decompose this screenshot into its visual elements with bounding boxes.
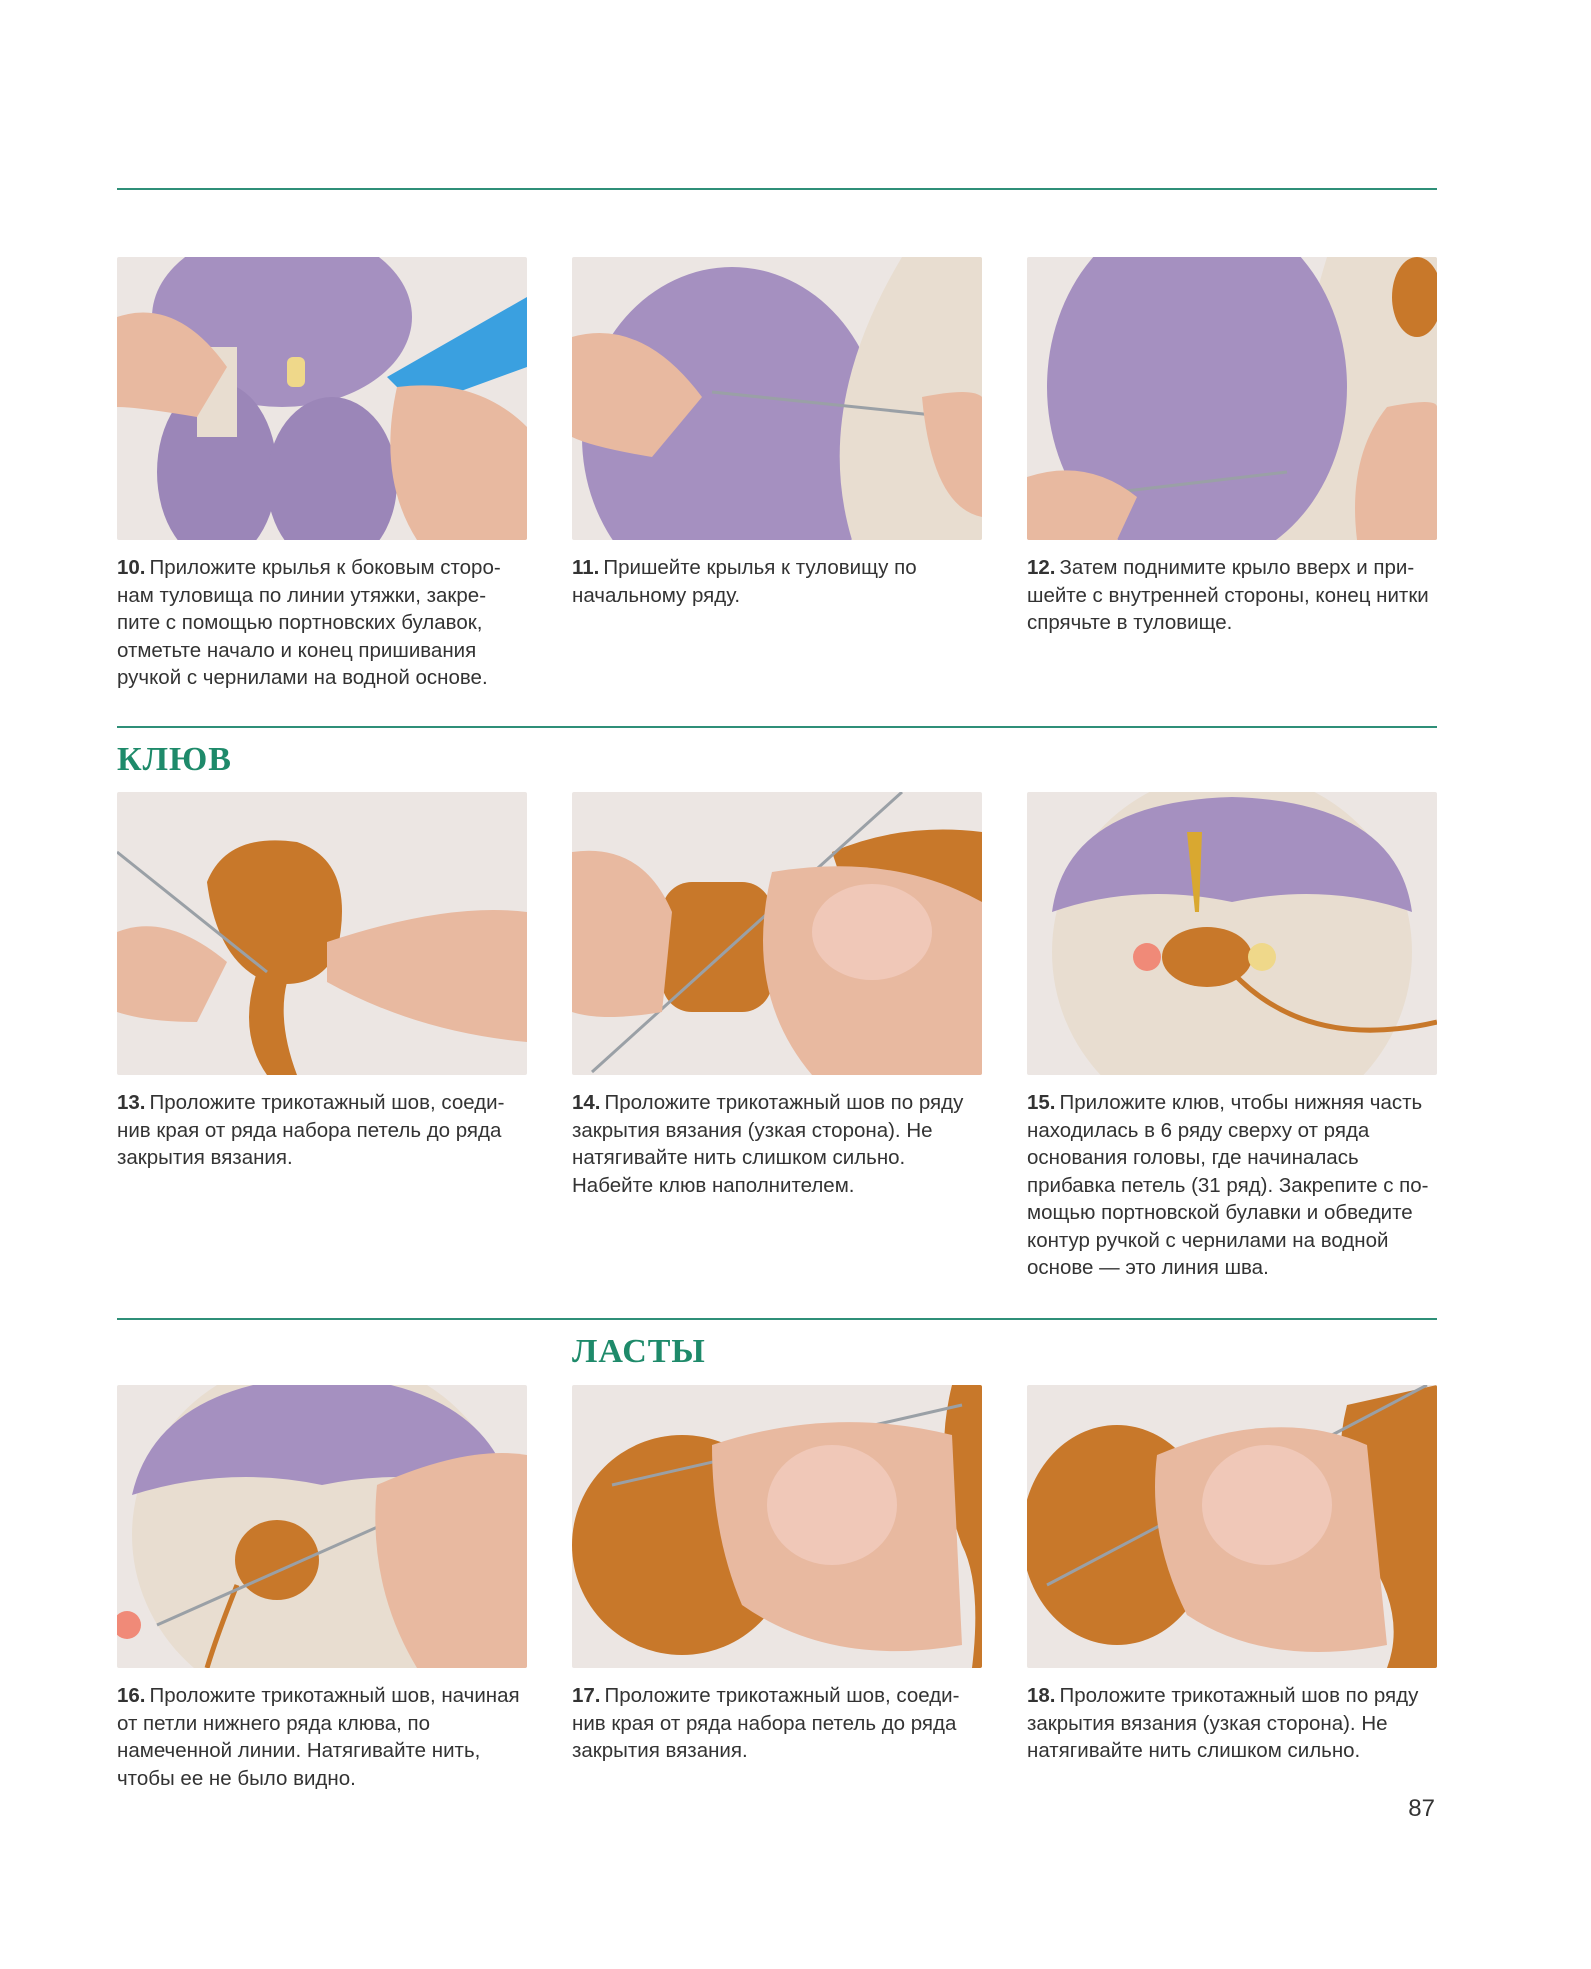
flipper-seam-photo <box>572 1385 982 1668</box>
step-13 <box>117 792 527 1172</box>
wing-pinning-photo <box>117 257 527 540</box>
step-10 <box>117 257 527 692</box>
step-17 <box>572 1385 982 1765</box>
step-10-photo <box>117 257 527 540</box>
step-18 <box>1027 1385 1437 1765</box>
step-15 <box>1027 792 1437 1282</box>
step-16-caption: 16. Проложите трикотажный шов, начиная от петли нижнего ряда клюва, по намеченной линии. Натягивайте нить, чтобы ее не было видно. <box>117 1684 520 1790</box>
flipper-closing-seam-photo <box>1027 1385 1437 1668</box>
step-11-photo <box>572 257 982 540</box>
section-title-beak: КЛЮВ <box>117 741 232 778</box>
step-17-caption: 17. Проложите трикотажный шов, соеди- нив края от ряда набора петель до ряда закрытия вязания. <box>572 1684 960 1762</box>
step-12-photo <box>1027 257 1437 540</box>
flippers-rule <box>117 1318 1437 1320</box>
step-14-caption: 14. Проложите трикотажный шов по ряду закрытия вязания (узкая сторона). Не натягивайте нить слишком сильно. Набейте клюв наполнителем. <box>572 1091 964 1197</box>
wing-sewing-photo <box>572 257 982 540</box>
step-15-photo <box>1027 792 1437 1075</box>
beak-seam-photo <box>117 792 527 1075</box>
beak-placement-photo <box>1027 792 1437 1075</box>
step-14 <box>572 792 982 1199</box>
top-rule <box>117 188 1437 190</box>
page-number: 87 <box>1408 1795 1435 1822</box>
step-14-photo <box>572 792 982 1075</box>
step-13-photo <box>117 792 527 1075</box>
step-15-caption: 15. Приложите клюв, чтобы нижняя часть находилась в 6 ряду сверху от ряда основания головы, где начиналась прибавка петель (31 ряд). Закрепите с по- мощью портновской булавки и обведите контур ручкой с чернилами на водной основе — это линия шва. <box>1027 1091 1429 1279</box>
step-17-photo <box>572 1385 982 1668</box>
step-12-caption: 12. Затем поднимите крыло вверх и при- шейте с внутренней стороны, конец нитки спрячьте в туловище. <box>1027 556 1429 634</box>
step-12 <box>1027 257 1437 637</box>
step-11 <box>572 257 982 609</box>
step-16 <box>117 1385 527 1792</box>
step-18-photo <box>1027 1385 1437 1668</box>
step-13-caption: 13. Проложите трикотажный шов, соеди- нив края от ряда набора петель до ряда закрытия вязания. <box>117 1091 505 1169</box>
step-18-caption: 18. Проложите трикотажный шов по ряду закрытия вязания (узкая сторона). Не натягивайте нить слишком сильно. <box>1027 1684 1419 1762</box>
step-10-caption: 10. Приложите крылья к боковым сторо- нам туловища по линии утяжки, закре- пите с помощью портновских булавок, отметьте начало и конец пришивания ручкой с чернилами на водной основе. <box>117 556 501 689</box>
beak-attach-photo <box>117 1385 527 1668</box>
step-16-photo <box>117 1385 527 1668</box>
step-11-caption: 11. Пришейте крылья к туловищу по начальному ряду. <box>572 556 917 607</box>
wing-inner-sewing-photo <box>1027 257 1437 540</box>
beak-rule <box>117 726 1437 728</box>
section-title-flippers: ЛАСТЫ <box>572 1333 706 1370</box>
beak-closing-seam-photo <box>572 792 982 1075</box>
